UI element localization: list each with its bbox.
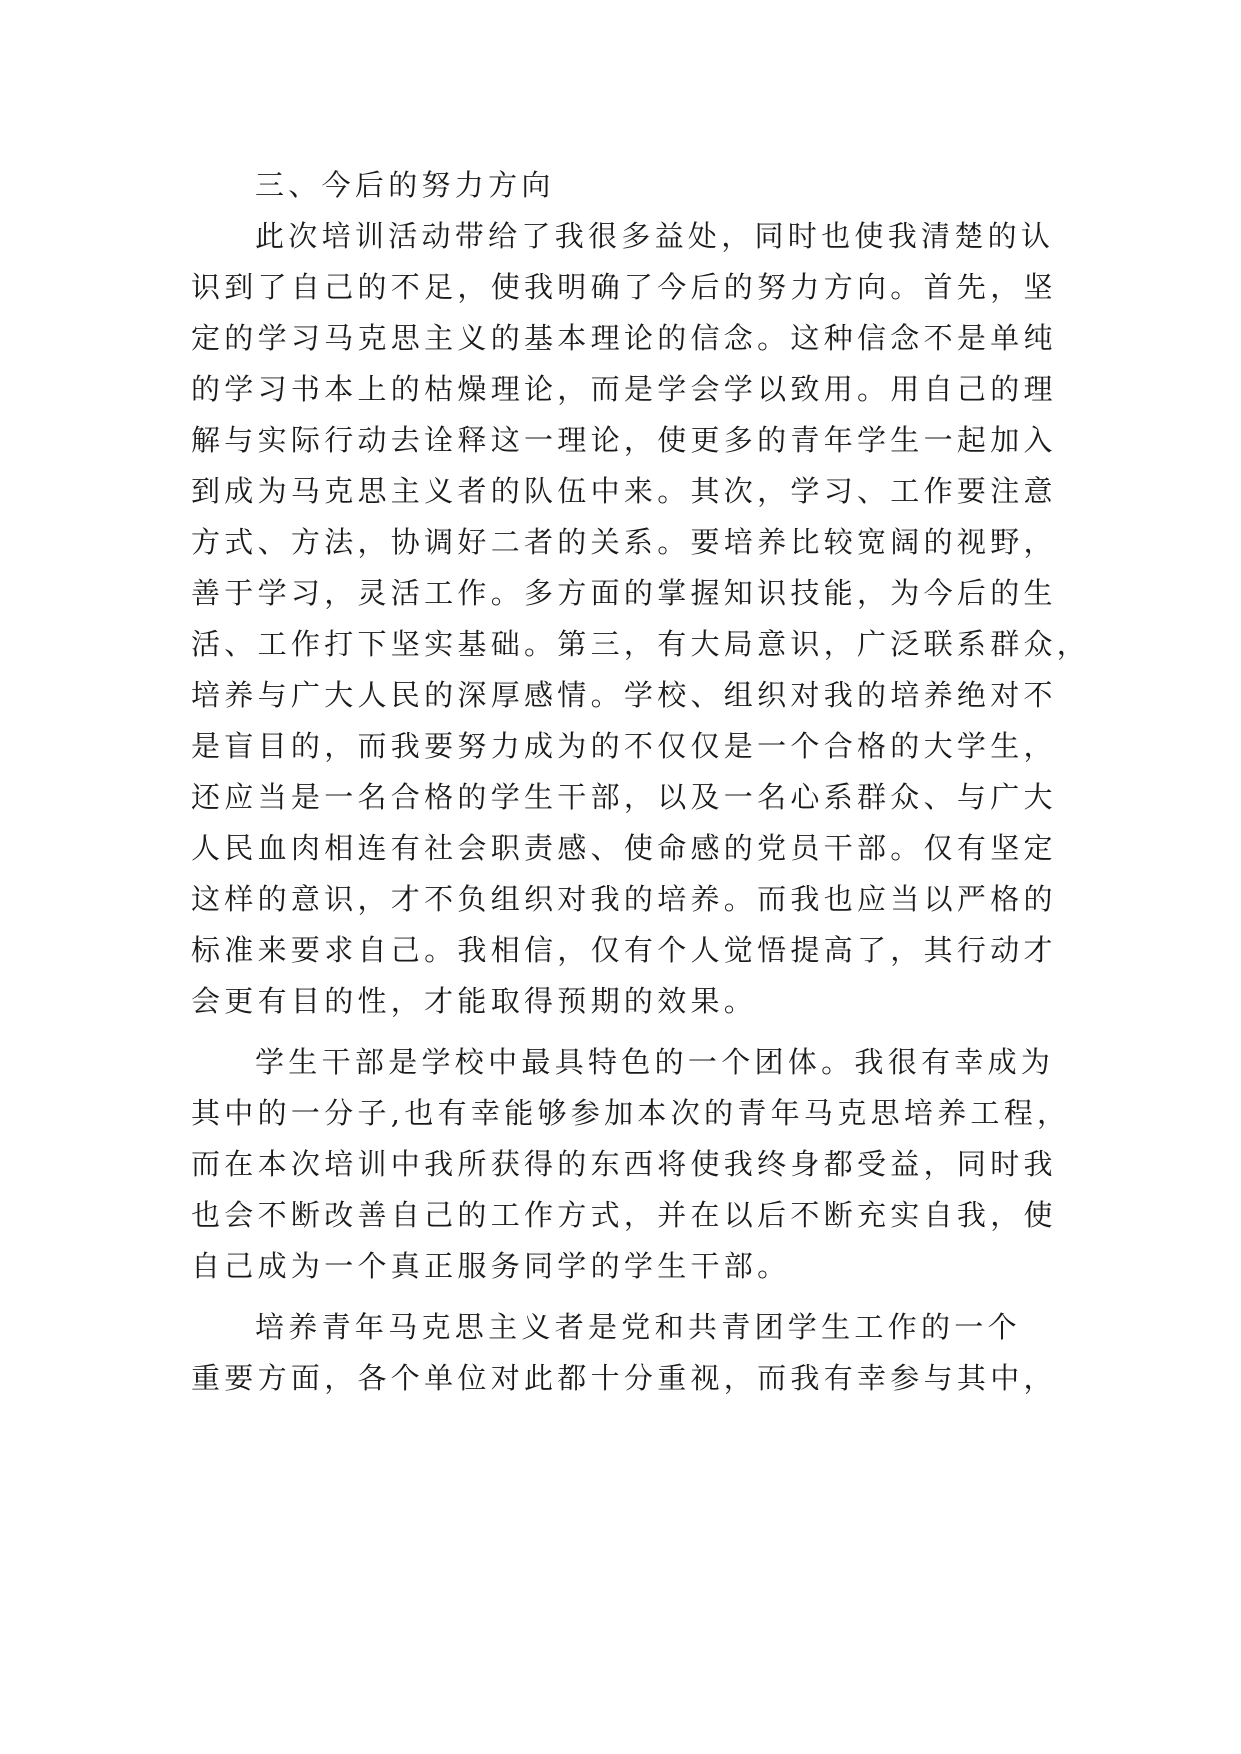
paragraph-line: 会更有目的性，才能取得预期的效果。 <box>191 984 758 1018</box>
paragraph-line: 也会不断改善自己的工作方式，并在以后不断充实自我，使 <box>191 1198 1057 1232</box>
paragraph-spacer <box>191 1292 1061 1302</box>
paragraph-line: 培养青年马克思主义者是党和共青团学生工作的一个 <box>255 1310 1021 1344</box>
paragraph-line: 善于学习，灵活工作。多方面的掌握知识技能，为今后的生 <box>191 576 1057 610</box>
paragraph-line: 培养与广大人民的深厚感情。学校、组织对我的培养绝对不 <box>191 678 1057 712</box>
paragraph-line: 这样的意识，才不负组织对我的培养。而我也应当以严格的 <box>191 882 1057 916</box>
paragraph-line: 活、工作打下坚实基础。第三，有大局意识，广泛联系群众， <box>191 627 1091 661</box>
paragraph-line: 还应当是一名合格的学生干部，以及一名心系群众、与广大 <box>191 780 1057 814</box>
section-heading: 三、今后的努力方向 <box>255 168 555 202</box>
paragraph-line: 学生干部是学校中最具特色的一个团体。我很有幸成为 <box>255 1045 1055 1079</box>
paragraph-line: 标准来要求自己。我相信，仅有个人觉悟提高了，其行动才 <box>191 933 1057 967</box>
paragraph-line: 自己成为一个真正服务同学的学生干部。 <box>191 1249 791 1283</box>
paragraph-line: 其中的一分子,也有幸能够参加本次的青年马克思培养工程， <box>191 1096 1071 1130</box>
paragraph-line: 定的学习马克思主义的基本理论的信念。这种信念不是单纯 <box>191 321 1057 355</box>
paragraph-line: 人民血肉相连有社会职责感、使命感的党员干部。仅有坚定 <box>191 831 1057 865</box>
paragraph-line: 重要方面，各个单位对此都十分重视，而我有幸参与其中， <box>191 1361 1057 1395</box>
paragraph-line: 解与实际行动去诠释这一理论，使更多的青年学生一起加入 <box>191 423 1057 457</box>
paragraph-line: 此次培训活动带给了我很多益处，同时也使我清楚的认 <box>255 219 1055 253</box>
paragraph-spacer <box>191 1027 1061 1037</box>
paragraph-line: 而在本次培训中我所获得的东西将使我终身都受益，同时我 <box>191 1147 1057 1181</box>
paragraph-line: 是盲目的，而我要努力成为的不仅仅是一个合格的大学生， <box>191 729 1057 763</box>
paragraph-line: 的学习书本上的枯燥理论，而是学会学以致用。用自己的理 <box>191 372 1057 406</box>
paragraph-line: 方式、方法，协调好二者的关系。要培养比较宽阔的视野， <box>191 525 1057 559</box>
document-body <box>191 160 1091 1404</box>
paragraph-line: 识到了自己的不足，使我明确了今后的努力方向。首先，坚 <box>191 270 1057 304</box>
paragraph-line: 到成为马克思主义者的队伍中来。其次，学习、工作要注意 <box>191 474 1057 508</box>
